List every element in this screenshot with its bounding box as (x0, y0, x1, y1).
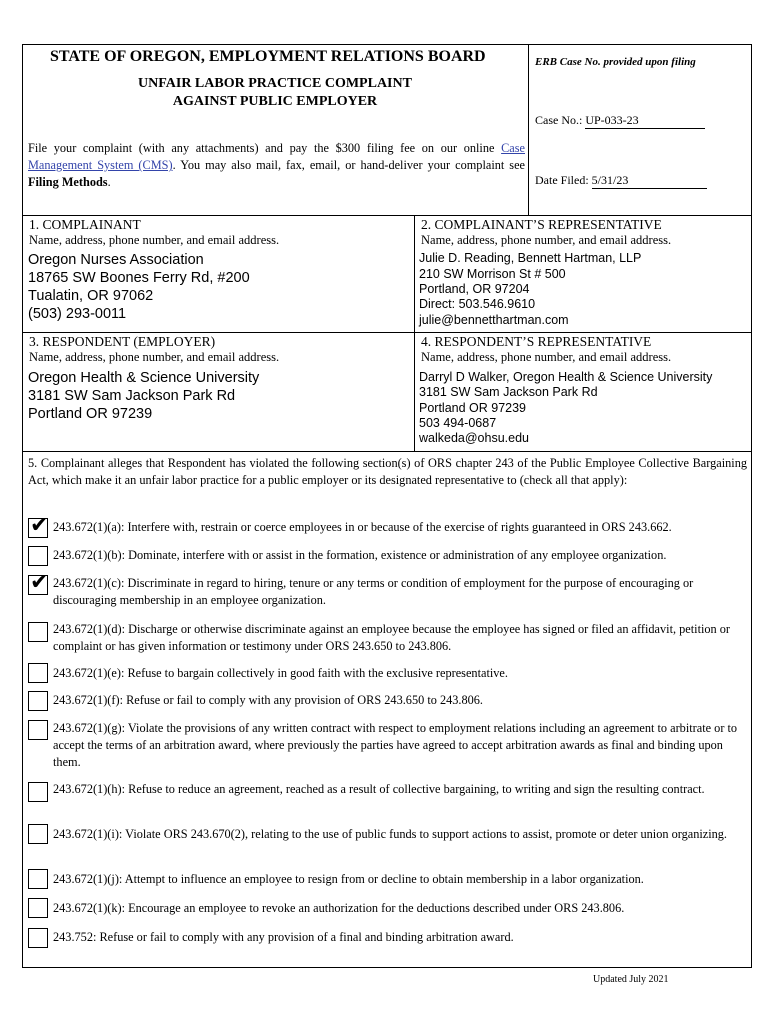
erb-note: ERB Case No. provided upon filing (535, 56, 696, 68)
check-icon: ✔ (30, 570, 49, 595)
respondent-rep-email: walkeda@ohsu.edu (419, 431, 529, 445)
cms-link[interactable]: Management System (CMS) (28, 158, 173, 172)
complainant-city: Tualatin, OR 97062 (28, 288, 154, 304)
complainant-rep-instructions: Name, address, phone number, and email address. (421, 233, 672, 247)
checkbox[interactable] (28, 824, 48, 844)
complainant-rep-phone: Direct: 503.546.9610 (419, 297, 536, 311)
violation-item: 243.672(1)(j): Attempt to influence an employee to resign from or decline to obtain membership in a labor organization. (53, 872, 644, 886)
respondent-heading: 3. RESPONDENT (EMPLOYER) (29, 334, 216, 349)
violation-item: 243.672(1)(e): Refuse to bargain collectively in good faith with the exclusive representative. (53, 666, 508, 680)
case-link[interactable]: Case (501, 141, 525, 155)
violation-item: 243.672(1)(f): Refuse or fail to comply with any provision of ORS 243.650 to 243.806. (53, 693, 484, 707)
complainant-rep-email: julie@bennetthartman.com (419, 313, 569, 327)
checkbox[interactable] (28, 513, 49, 538)
parties-mid-rule (22, 332, 752, 333)
respondent-rep-instructions: Name, address, phone number, and email address. (421, 350, 672, 364)
updated-note: Updated July 2021 (593, 974, 669, 985)
complainant-heading: 1. COMPLAINANT (29, 217, 141, 232)
respondent-rep-city: Portland OR 97239 (419, 401, 527, 415)
checkbox[interactable] (28, 691, 48, 711)
date-filed-label: Date Filed: (535, 173, 589, 187)
checkbox[interactable] (28, 570, 49, 595)
case-number-label: Case No.: (535, 113, 583, 127)
case-number-value: UP-033-23 (585, 113, 705, 129)
complainant-rep-heading: 2. COMPLAINANT’S REPRESENTATIVE (421, 217, 662, 232)
respondent-rep-phone: 503 494-0687 (419, 416, 497, 430)
checkbox[interactable] (28, 720, 48, 740)
checkbox[interactable] (28, 898, 48, 918)
complainant-rep-address: 210 SW Morrison St # 500 (419, 267, 566, 281)
header-divider (528, 44, 529, 215)
filing-instructions: File your complaint (with any attachments) and pay the $300 filing fee on our online Case Management System (CMS). You may also mail, fax, email, or hand-deliver your complaint see Filing Methods. (28, 141, 525, 189)
violation-item: 243.672(1)(b): Dominate, interfere with or assist in the formation, existence or administration of any employee organization. (53, 548, 667, 562)
complainant-rep-city: Portland, OR 97204 (419, 282, 530, 296)
complainant-address: 18765 SW Boones Ferry Rd, #200 (28, 270, 250, 286)
violation-item: 243.672(1)(i): Violate ORS 243.670(2), relating to the use of public funds to support actions to assist, promote or deter union organizing. (53, 827, 728, 841)
respondent-rep-address: 3181 SW Sam Jackson Park Rd (419, 385, 598, 399)
respondent-address: 3181 SW Sam Jackson Park Rd (28, 388, 236, 404)
checkbox[interactable] (28, 869, 48, 889)
header-bottom-rule (22, 215, 752, 216)
complainant-rep-name: Julie D. Reading, Bennett Hartman, LLP (419, 251, 642, 265)
respondent-name: Oregon Health & Science University (28, 370, 260, 386)
respondent-rep-heading: 4. RESPONDENT’S REPRESENTATIVE (421, 334, 652, 349)
complainant-instructions: Name, address, phone number, and email address. (29, 233, 280, 247)
allegation-intro: 5. Complainant alleges that Respondent has violated the following section(s) of ORS chapter 243 of the Public Employee Collective Bargaining Act, which make it an unfair labor practice for a public employer or its designated representative to (check all that apply): (28, 456, 747, 487)
respondent-city: Portland OR 97239 (28, 406, 153, 422)
complainant-name: Oregon Nurses Association (28, 252, 204, 268)
respondent-rep-name: Darryl D Walker, Oregon Health & Science University (419, 370, 713, 384)
filing-methods-link[interactable]: Filing Methods (28, 175, 108, 189)
form-subtitle-line1: UNFAIR LABOR PRACTICE COMPLAINT (138, 76, 412, 91)
date-filed-field[interactable] (535, 173, 707, 189)
violation-item: 243.752: Refuse or fail to comply with any provision of a final and binding arbitration award. (53, 930, 514, 944)
page-title: STATE OF OREGON, EMPLOYMENT RELATIONS BOARD (50, 48, 486, 65)
parties-bottom-rule (22, 451, 752, 452)
violation-item: 243.672(1)(g): Violate the provisions of any written contract with respect to employment relations including an agreement to arbitrate or to accept the terms of an arbitration award, where previously the parties have agreed to accept arbitration awards as final and binding upon them. (53, 721, 738, 769)
date-filed-value: 5/31/23 (592, 173, 707, 189)
violation-item: 243.672(1)(a): Interfere with, restrain or coerce employees in or because of the exercise of rights guaranteed in ORS 243.662. (53, 520, 672, 534)
violation-item: 243.672(1)(c): Discriminate in regard to hiring, tenure or any terms or condition of employment for the purpose of encouraging or discouraging membership in an employee organization. (53, 576, 694, 607)
complainant-phone: (503) 293-0011 (28, 306, 127, 322)
violation-item: 243.672(1)(h): Refuse to reduce an agreement, reached as a result of collective bargaining, to writing and sign the resulting contract. (53, 782, 705, 796)
checkbox[interactable] (28, 663, 48, 683)
case-number-field[interactable] (535, 113, 705, 129)
respondent-instructions: Name, address, phone number, and email address. (29, 350, 280, 364)
checkbox[interactable] (28, 782, 48, 802)
checkbox[interactable] (28, 622, 48, 642)
form-subtitle-line2: AGAINST PUBLIC EMPLOYER (172, 94, 378, 109)
checkbox[interactable] (28, 928, 48, 948)
parties-divider (414, 215, 415, 451)
checkbox[interactable] (28, 546, 48, 566)
violation-item: 243.672(1)(k): Encourage an employee to revoke an authorization for the deductions described under ORS 243.806. (53, 901, 625, 915)
check-icon: ✔ (30, 513, 49, 538)
violation-item: 243.672(1)(d): Discharge or otherwise discriminate against an employee because the employee has signed or filed an affidavit, petition or complaint or has given information or testimony under ORS 243.650 to 243.806. (53, 622, 731, 653)
